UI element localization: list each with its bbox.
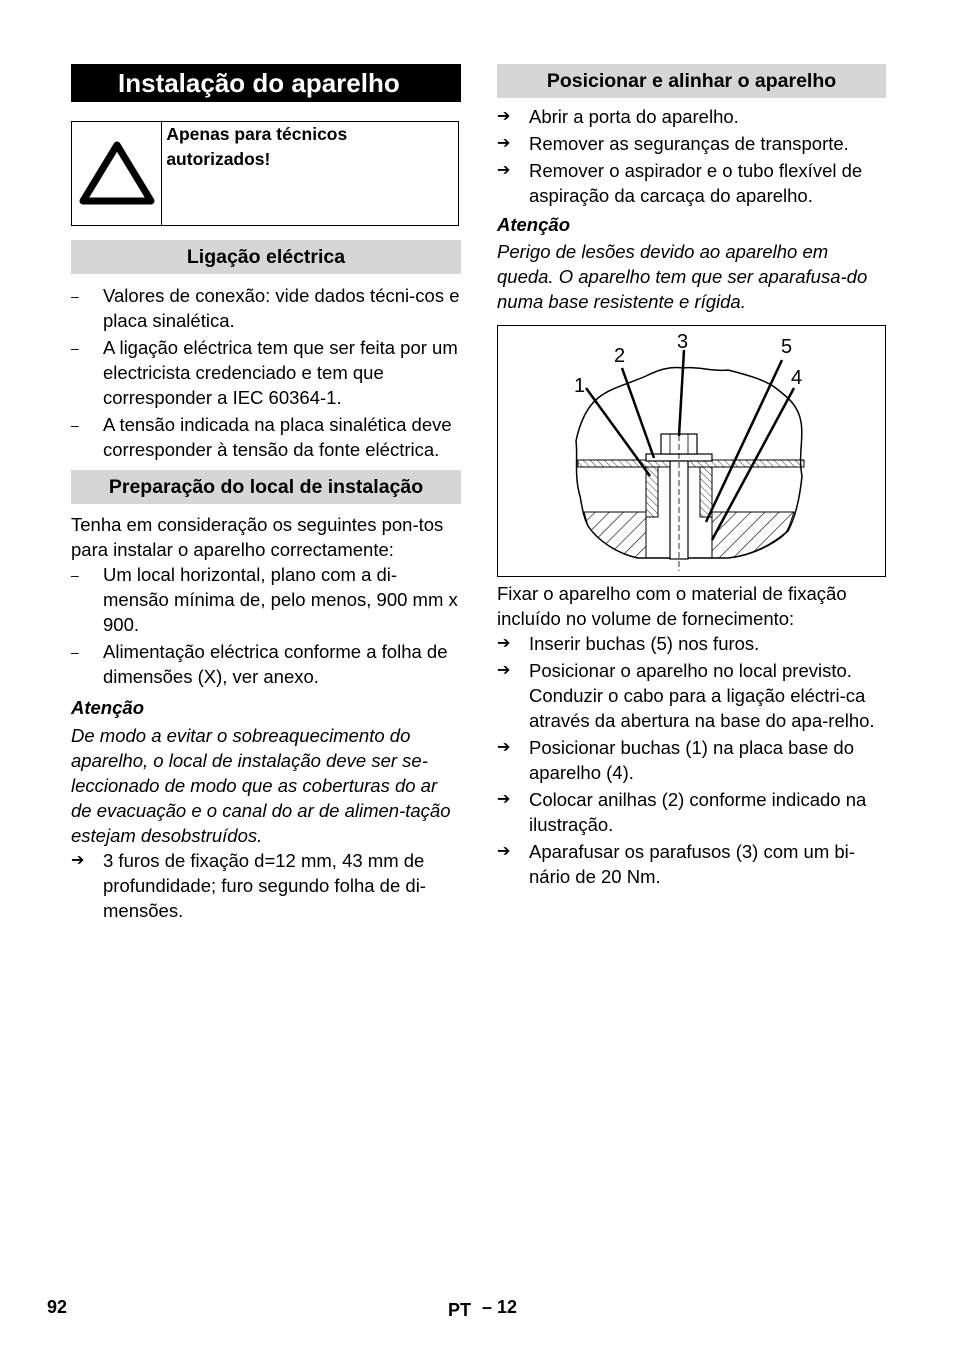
figure-label-4: 4	[791, 367, 803, 389]
right-column	[497, 64, 886, 891]
left-column	[71, 64, 461, 925]
list-item: – A ligação eléctrica tem que ser feita por um electricista credenciado e tem que corresponder a IEC 60364-1.	[71, 337, 458, 408]
list-item: ➔ Abrir a porta do aparelho.	[497, 106, 739, 127]
list-item: ➔ Posicionar buchas (1) na placa base do aparelho (4).	[497, 737, 854, 783]
list-item: – Um local horizontal, plano com a di-mensão mínima de, pelo menos, 900 mm x 900.	[71, 564, 458, 635]
list-item: ➔ Aparafusar os parafusos (3) com um bi-nário de 20 Nm.	[497, 841, 855, 887]
arrow-right-icon: ➔	[497, 662, 511, 679]
list-item: ➔ 3 furos de fixação d=12 mm, 43 mm de profundidade; furo segundo folha de di-mensões.	[71, 850, 426, 921]
figure-label-2: 2	[614, 345, 626, 367]
attention-text: De modo a evitar o sobreaquecimento do aparelho, o local de instalação deve ser se-leccionado de modo que as coberturas do ar de evacuação e o canal do ar de alimen-tação estejam desobstruídos.	[71, 725, 451, 846]
arrow-right-icon: ➔	[497, 162, 511, 179]
warning-box	[71, 121, 459, 226]
list-item: ➔ Colocar anilhas (2) conforme indicado na ilustração.	[497, 789, 867, 835]
warning-text: Apenas para técnicos autorizados!	[166, 124, 348, 169]
language-code: PT	[448, 1300, 472, 1320]
figure-label-1: 1	[574, 375, 586, 397]
list-item: – Alimentação eléctrica conforme a folha de dimensões (X), ver anexo.	[71, 641, 448, 687]
section-heading-electrical: Ligação eléctrica	[71, 240, 461, 274]
list-item: – A tensão indicada na placa sinalética deve corresponder à tensão da fonte eléctrica.	[71, 414, 452, 460]
attention-text: Perigo de lesões devido ao aparelho em queda. O aparelho tem que ser aparafusa-do numa base resistente e rígida.	[497, 241, 868, 312]
site-prep-steps	[71, 848, 461, 923]
section-heading-position: Posicionar e alinhar o aparelho	[497, 64, 886, 98]
page-number: 92	[47, 1297, 68, 1317]
arrow-right-icon: ➔	[497, 843, 511, 860]
sub-page-number: – 12	[482, 1297, 518, 1317]
arrow-right-icon: ➔	[497, 108, 511, 125]
site-prep-intro: Tenha em consideração os seguintes pon-tos para instalar o aparelho correctamente:	[71, 514, 444, 560]
page-title: Instalação do aparelho	[71, 64, 461, 102]
section-heading-site-prep: Preparação do local de instalação	[71, 470, 461, 504]
arrow-right-icon: ➔	[497, 791, 511, 808]
warning-triangle-icon	[72, 122, 162, 225]
attention-label: Atenção	[497, 214, 570, 235]
list-item: ➔ Posicionar o aparelho no local previsto. Conduzir o cabo para a ligação eléctri-ca através da abertura na base do apa-relho.	[497, 660, 875, 731]
fixing-steps	[497, 631, 886, 889]
electrical-list	[71, 283, 461, 462]
site-prep-list	[71, 562, 461, 689]
figure-label-5: 5	[781, 336, 793, 358]
arrow-right-icon: ➔	[497, 635, 511, 652]
list-item: – Valores de conexão: vide dados técni-cos e placa sinalética.	[71, 285, 460, 331]
list-item: ➔ Remover as seguranças de transporte.	[497, 133, 849, 154]
arrow-right-icon: ➔	[71, 852, 85, 869]
position-steps	[497, 104, 886, 208]
mounting-diagram	[498, 326, 877, 576]
list-item: ➔ Remover o aspirador e o tubo flexível de aspiração da carcaça do aparelho.	[497, 160, 863, 206]
arrow-right-icon: ➔	[497, 135, 511, 152]
figure-label-3: 3	[677, 331, 689, 353]
arrow-right-icon: ➔	[497, 739, 511, 756]
attention-label: Atenção	[71, 697, 144, 718]
fixing-intro: Fixar o aparelho com o material de fixação incluído no volume de fornecimento:	[497, 583, 847, 629]
list-item: ➔ Inserir buchas (5) nos furos.	[497, 633, 760, 654]
mounting-figure	[497, 325, 886, 577]
